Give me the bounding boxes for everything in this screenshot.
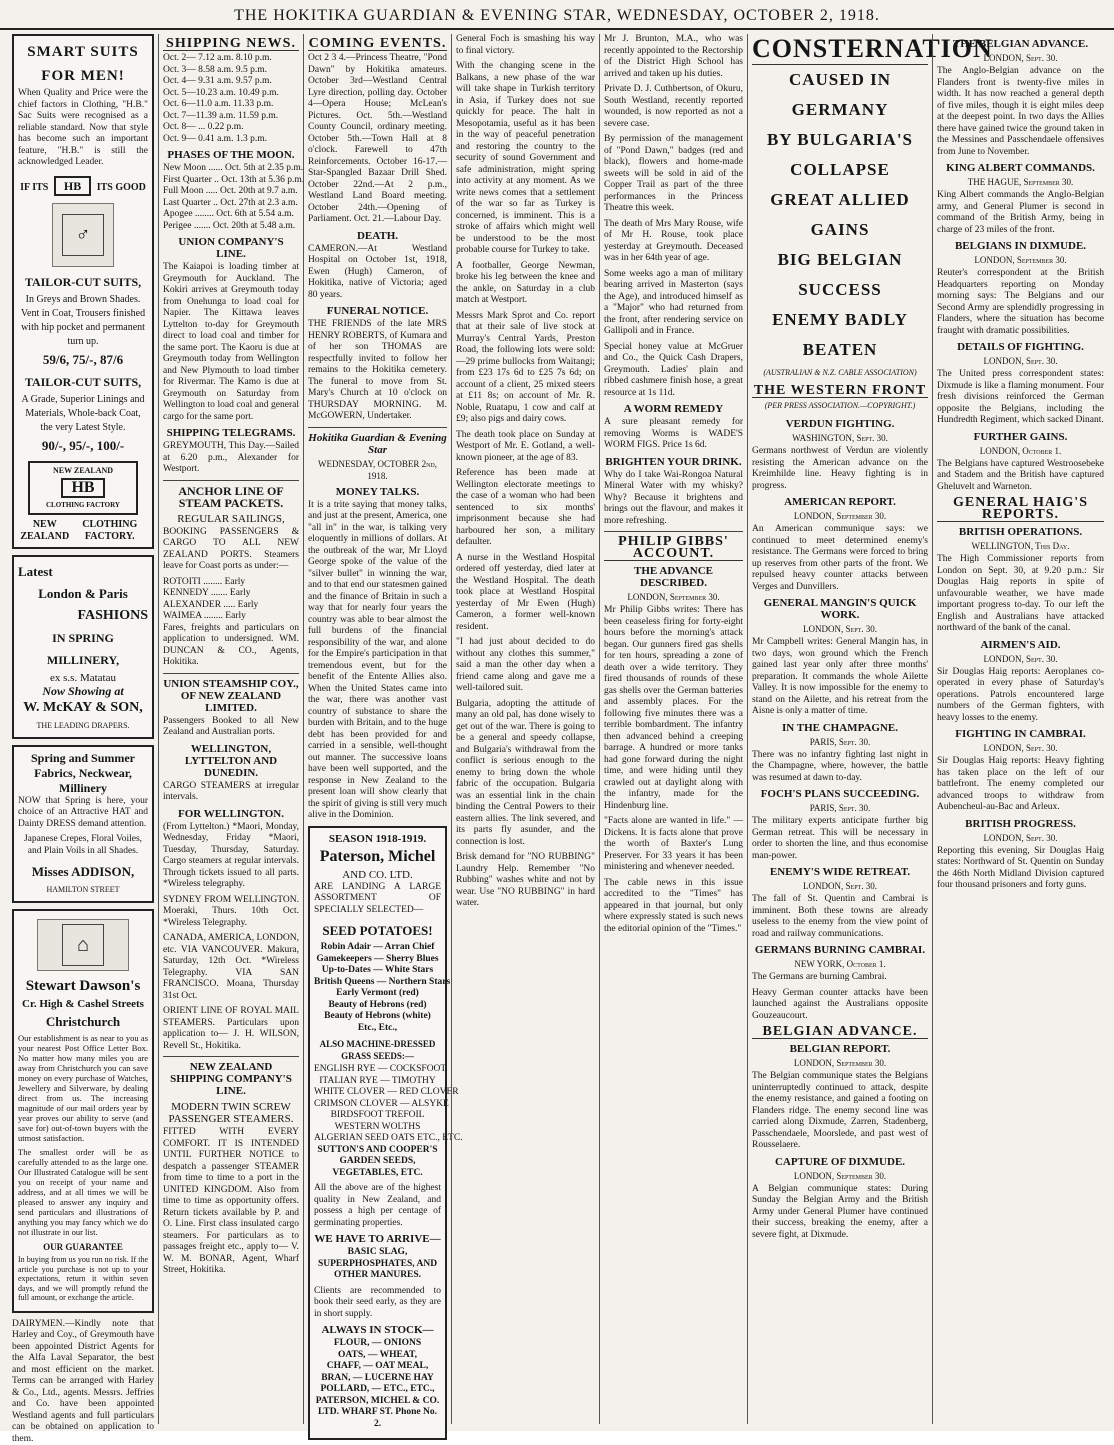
cable-credit: (AUSTRALIAN & N.Z. CABLE ASSOCIATION) <box>752 367 928 379</box>
military-major-brief: Some weeks ago a man of military bearing arrived in Masterton (says the Age), and introduced himself as a "Major" who had returned from the front, after rendering service on Gallipoli and in France. <box>604 269 743 338</box>
bel-adv-title: THE BELGIAN ADVANCE. <box>937 38 1104 50</box>
funeral-body: THE FRIENDS of the late MRS HENRY ROBERTS, of Kumara and of her son THOMAS are respectfully invited to follow her remains to the Hokitika cemetery. The funeral to move from St. Mary's Church at 10 o'clock on THURSDAY MORNING. M. McGOWERN, Undertaker. <box>308 319 447 423</box>
arrive-title: WE HAVE TO ARRIVE— <box>314 1233 441 1245</box>
column-2 <box>158 34 303 1424</box>
dawson-building-illustration <box>37 919 129 971</box>
usco-sub: Passengers Booked to all New Zealand and Australian ports. <box>163 716 299 739</box>
logo-footer <box>18 519 148 543</box>
column-5 <box>599 34 747 1424</box>
grass-item: WESTERN WOLTHS <box>314 1122 441 1134</box>
champagne-body: There was no infantry fighting last night in the Champagne, where, however, the battle was resumed at dawn to-day. <box>752 750 928 785</box>
hosiery-ad: Special honey value at McGruer and Co., the Quick Cash Drapers, Greymouth. Ladies' plain and ribbed cashmere finish hose, a great resource at 1s 11d. <box>604 342 743 400</box>
headline-consternation: CONSTERNATION <box>752 34 928 65</box>
anchor-list-item: ALEXANDER ..... Early <box>163 600 299 612</box>
logo-bottom: CLOTHING FACTORY <box>32 499 134 511</box>
footer-left: NEW ZEALAND <box>18 519 72 543</box>
foch-plans-dateline: PARIS, Sept. 30. <box>752 802 928 814</box>
stewart-dawson-ad <box>12 909 154 1313</box>
seed-item: Robin Adair — Arran Chief <box>314 942 441 954</box>
market-report: Messrs Mark Sprot and Co. report that at their sale of live stock at Murray's Central Yards, Preston Road, the following lots were sold:—29 prime bullocks from Waitangi; from £23 17s 6d to £25 7s 6d; on account of a client, 25 mixed steers at £11 8s; on account of Mr. R. Noble, Ruatapu, 1 cow and calf at £9; also pigs and dairy cows. <box>456 311 595 426</box>
further-title: FURTHER GAINS. <box>937 431 1104 443</box>
military-defaulter-brief: Reference has been made at Wellington electorate meetings to the case of a woman who had been sentenced to six months' imprisonment because she had harboured her son, a military defaulter. <box>456 468 595 549</box>
progress-body: Reporting this evening, Sir Douglas Haig states: Northward of St. Quentin on Sunday the 46th North Midland Division captured four thousand prisoners and forty guns. <box>937 846 1104 892</box>
anchor-sub: REGULAR SAILINGS, <box>163 513 299 525</box>
headline-enemy: ENEMY BADLY BEATEN <box>752 305 928 365</box>
divider <box>163 480 299 481</box>
column-4 <box>451 34 599 1424</box>
capture-body: A Belgian communique states: During Sunday the Belgian Army and the British Army under General Plumer have continued their success, breaking the enemy, after a severe fight, at Dixmude. <box>752 1184 928 1242</box>
cambrai-body: Sir Douglas Haig reports: Heavy fighting has taken place on the left of our battlefront. The enemy completed our advanced troops to withdraw from Aubencheul-au-Bac and Arleux. <box>937 756 1104 814</box>
anchor-body: BOOKING PASSENGERS & CARGO TO ALL NEW ZEALAND PORTS. Steamers leave for Coast ports as under:— <box>163 527 299 573</box>
anchor-list-item: ROTOITI ........ Early <box>163 577 299 589</box>
further-body: The Belgians have captured Westroosebeke and Stadem and the British have captured Gheluvelt and Warneton. <box>937 459 1104 494</box>
tide-row: Oct. 6—11.0 a.m. 11.33 p.m. <box>163 99 299 111</box>
king-body: King Albert commands the Anglo-Belgian army, and General Plumer is second in command of the British Army, being in charge of 23 miles of the front. <box>937 190 1104 236</box>
burning-body: The Germans are burning Cambrai. <box>752 972 928 984</box>
usco-for: FOR WELLINGTON. <box>163 808 299 820</box>
cambrai-dateline: LONDON, Sept. 30. <box>937 742 1104 754</box>
moon-title: PHASES OF THE MOON. <box>163 149 299 161</box>
headline-bulgaria: BY BULGARIA'S COLLAPSE <box>752 125 928 185</box>
paterson-body: ARE LANDING A LARGE ASSORTMENT OF SPECIALLY SELECTED— <box>314 882 441 917</box>
quality-note: All the above are of the highest quality in New Zealand, and possess a high per centage of germinating properties. <box>314 1183 441 1229</box>
dawson-guarantee: In buying from us you run no risk. If the article you purchase is not up to your expectations, return it within seven days, and we will promptly refund the full amount, or exchange the article. <box>18 1255 148 1303</box>
sydney-sailing: SYDNEY FROM WELLINGTON. Moeraki, Thurs. 10th Oct. *Wireless Telegraphy. <box>163 895 299 930</box>
gibbs-dateline: LONDON, September 30. <box>604 591 743 603</box>
paterson-title: Paterson, Michel <box>314 846 441 868</box>
nzsco-sub: MODERN TWIN SCREW PASSENGER STEAMERS. <box>163 1101 299 1125</box>
fabrics-body: NOW that Spring is here, your choice of an Attractive HAT and Dainty DRESS demand attention. <box>18 796 148 831</box>
moon-row: Apogee ........ Oct. 6th at 5.54 a.m. <box>163 209 299 221</box>
mangin-body: Mr Campbell writes: General Mangin has, in two days, won ground which the French gained last year only after three months' preparation. It commands the whole Ailette Valley. It is now impossible for the enemy to stand on the Ailette, and his retreat from the Aisne is only a matter of time. <box>752 637 928 718</box>
pond-dawn-brief: By permission of the management of "Pond Dawn," badges (red and black), flowers and home-made sweets will be sold in aid of the Copper Trail as part of the three performances in the Princess Theatre this week. <box>604 134 743 215</box>
capture-dateline: LONDON, September 30. <box>752 1170 928 1182</box>
belgian-report-title: BELGIAN REPORT. <box>752 1043 928 1055</box>
arrive-body: BASIC SLAG, SUPERPHOSPHATES, AND OTHER MANURES. <box>314 1247 441 1282</box>
tide-row: Oct. 9— 0.41 a.m. 1.3 p.m. <box>163 134 299 146</box>
airmen-body: Sir Douglas Haig reports: Aeroplanes co-operated in every phase of Saturday's operations. Patrols encountered large numbers of the German fighters, with heavy losses to the enemy. <box>937 667 1104 725</box>
hospital-brief: A nurse in the Westland Hospital ordered off yesterday, died later at the Westland Hospital. The death took place at Westland Hospital yesterday of Mr Ewen (Hugh) Cameron, a former well-known resident. <box>456 553 595 634</box>
tide-row: Oct. 8— ... 0.22 p.m. <box>163 122 299 134</box>
divider <box>308 427 447 428</box>
tide-row: Oct. 2— 7.12 a.m. 8.10 p.m. <box>163 53 299 65</box>
divider <box>163 673 299 674</box>
stock-item: POLLARD, — ETC., ETC., <box>314 1384 441 1396</box>
paterson-ad <box>308 826 447 1441</box>
progress-dateline: LONDON, Sept. 30. <box>937 832 1104 844</box>
telegrams-body: GREYMOUTH, This Day.—Sailed at 6.20 p.m., Alexander for Westport. <box>163 441 299 476</box>
coming-events-title: COMING EVENTS. <box>308 38 447 51</box>
death-body: CAMERON.—At Westland Hospital on October 1st, 1918, Ewen (Hugh) Cameron, of Hokitika, native of Victoria; aged 80 years. <box>308 244 447 302</box>
brunton-brief: Mr J. Brunton, M.A., who was recently appointed to the Rectorship of the District High School has arrived and taken up his duties. <box>604 34 743 80</box>
champagne-title: IN THE CHAMPAGNE. <box>752 722 928 734</box>
millinery-l6: Now Showing at <box>18 685 148 697</box>
belgian-dateline: LONDON, September 30. <box>752 1057 928 1069</box>
column-3 <box>303 34 451 1424</box>
millinery-l8: THE LEADING DRAPERS. <box>18 719 148 733</box>
tailor-cut-title-1: TAILOR-CUT SUITS, <box>18 271 148 293</box>
haig-reports-title: GENERAL HAIG'S REPORTS. <box>937 497 1104 522</box>
dixmude-title: BELGIANS IN DIXMUDE. <box>937 240 1104 252</box>
seed-item: Beauty of Hebrons (white) <box>314 1011 441 1023</box>
grass-item: ITALIAN RYE — TIMOTHY <box>314 1076 441 1088</box>
paper-date: WEDNESDAY, OCTOBER 2nd, 1918. <box>308 458 447 482</box>
addison-street: HAMILTON STREET <box>18 883 148 897</box>
grass-item: ENGLISH RYE — COCKSFOOT <box>314 1064 441 1076</box>
capture-title: CAPTURE OF DIXMUDE. <box>752 1156 928 1168</box>
tide-row: Oct. 5—10.23 a.m. 10.49 p.m. <box>163 88 299 100</box>
baxter-ad: "Facts alone are wanted in life." —Dickens. It is facts alone that prove the worth of Baxter's Lung Preserver. For 33 years it has been ministering and whenever needed. <box>604 816 743 874</box>
fabrics-title: Spring and Summer Fabrics, Neckwear, Millinery <box>18 751 148 796</box>
usco-cargo: CARGO STEAMERS at irregular intervals. <box>163 781 299 804</box>
seed-item: British Queens — Northern Stars <box>314 977 441 989</box>
tide-row: Oct. 7—11.39 a.m. 11.59 p.m. <box>163 111 299 123</box>
american-dateline: LONDON, September 30. <box>752 510 928 522</box>
smart-suits-ad <box>12 34 154 549</box>
stock-title: ALWAYS IN STOCK— <box>314 1324 441 1336</box>
hb-badge-mid: HB <box>54 176 91 196</box>
counter-attack-body: Heavy German counter attacks have been launched against the Australians opposite Gouzeaucourt. <box>752 988 928 1023</box>
millinery-l5: ex s.s. Matatau <box>18 671 148 685</box>
millinery-ad <box>12 555 154 739</box>
anchor-list-item: KENNEDY ....... Early <box>163 588 299 600</box>
moon-row: New Moon ...... Oct. 5th at 2.35 p.m. <box>163 163 299 175</box>
brighten-title: BRIGHTEN YOUR DRINK. <box>604 456 743 468</box>
masthead: THE HOKITIKA GUARDIAN & EVENING STAR, WEDNESDAY, OCTOBER 2, 1918. <box>0 4 1114 30</box>
death-title: DEATH. <box>308 230 447 242</box>
dixmude-body: Reuter's correspondent at the British Headquarters reporting on Monday morning says: The Belgians and our Second Army are splendidly progressing in Flanders, where the situation has become fraught with dramatic possibilities. <box>937 268 1104 337</box>
worm-title: A WORM REMEDY <box>604 403 743 415</box>
death-brief: The death took place on Sunday at Westport of Mr. E. Gotland, a well-known pioneer, at the age of 83. <box>456 430 595 465</box>
nz-clothing-logo <box>28 461 138 515</box>
further-dateline: LONDON, October 1. <box>937 445 1104 457</box>
gibbs-body: Mr Philip Gibbs writes: There has been ceaseless firing for forty-eight hours before the morning's attack began. Our gunners fired gas shells for ten hours, spreading a zone of death over a wide territory. They fired thousands of rounds of these gas shells over the German batteries and assembly places. For the following five minutes there was a terrible bombardment. The infantry then advanced behind a creeping barrage. A hundred or more tanks had gone forward during the night time, and were hiding until they crawled out at daylight along with the infantry, made for the Hindenburg line. <box>604 605 743 812</box>
verdun-body: Germans northwest of Verdun are violently resisting the American advance on the Kreimhilde line. Heavy fighting is in progress. <box>752 446 928 492</box>
seed-item: Up-to-Dates — White Stars <box>314 965 441 977</box>
grass-item: WHITE CLOVER — RED CLOVER <box>314 1087 441 1099</box>
money-talks-body: It is a trite saying that money talks, and just at the present, America, one "all in" in the war, is talking very eloquently in millions of dollars. At the outbreak of the war, Mr Lloyd George spoke of the value of the "silver bullet" in winning the war, and to that end our statesmen gained and the finance of Britain in such a way that for nearly four years the country was able to bear almost the full burdens of the financial responsibility of the war, and alone for the Empire's participation in that tremendous event, but for the benefit of the Entente Allies also. When the United States came into the war, there was another vast country of substance to share the burden with Britain, and to the huge debt has been provided for and carried in a sensible, well-thought out manner. The successive loans have been well supported, and the response in New Zealand to the present loan will show clearly that the spirit of giving is still very much alive in the Dominion. <box>308 500 447 822</box>
retreat-body: The fall of St. Quentin and Cambrai is imminent. Both these towns are already useless to the enemy from the view point of road and railway communications. <box>752 894 928 940</box>
orient-line: ORIENT LINE OF ROYAL MAIL STEAMERS. Particulars upon application to— J. H. WILSON, Revell St., Hokitika. <box>163 1006 299 1052</box>
tide-row: Oct. 4— 9.31 a.m. 9.57 p.m. <box>163 76 299 88</box>
usco-body: (From Lyttelton.) *Maori, Monday, Wednesday, Friday *Maori, Tuesday, Thursday, Saturday. Cargo steamers at regular intervals. Through tickets issued to all parts. *Wireless telegraphy. <box>163 822 299 891</box>
usco-route: WELLINGTON, LYTTELTON AND DUNEDIN. <box>163 743 299 779</box>
rouse-death-brief: The death of Mrs Mary Rouse, wife of Mr H. Rouse, took place yesterday at Greymouth. Deceased was in her 64th year of age. <box>604 219 743 265</box>
tailor-cut-body-1: In Greys and Brown Shades. Vent in Coat, Trousers finished with hip pocket and permanent turn up. <box>18 293 148 349</box>
fabrics-ad <box>12 745 154 904</box>
hb-badge-right: ITS GOOD <box>97 182 146 193</box>
seed-item: Gamekeepers — Sherry Blues <box>314 954 441 966</box>
retreat-title: ENEMY'S WIDE RETREAT. <box>752 866 928 878</box>
anchor-list-item: WAIMEA ........ Early <box>163 611 299 623</box>
details-title: DETAILS OF FIGHTING. <box>937 341 1104 353</box>
fabrics-body2: Japanese Crepes, Floral Voiles, and Plain Voils in all Shades. <box>18 834 148 857</box>
burning-title: GERMANS BURNING CAMBRAI. <box>752 944 928 956</box>
seed-potatoes-title: SEED POTATOES! <box>314 920 441 942</box>
ops-body: The High Commissioner reports from London on Sept. 30, at 9.20 p.m.: Sir Douglas Haig reports in spite of unfavourable weather, we have made important progress to-day. To our left the English and Australians have attacked northward of the bank of the canal. <box>937 554 1104 635</box>
dawson-city: Christchurch <box>18 1011 148 1033</box>
logo-top: NEW ZEALAND <box>32 465 134 477</box>
dixmude-dateline: LONDON, September 30. <box>937 254 1104 266</box>
union-body: The Kaiapoi is loading timber at Greymouth for Auckland. The Kokiri arrives at Greymouth today from Onehunga to load coal for Napier. The Kittawa leaves Lyttelton to-day for Greymouth direct to load coal and timber for the same port. The Kaoru is due at Greymouth today from Wellington and New Plymouth to load timber for Rivermar. The Kamo is due at Greymouth on Saturday from Wellington to load coal and general cargo for the same port. <box>163 262 299 423</box>
smart-suits-title: SMART SUITS FOR MEN! <box>18 40 148 88</box>
funeral-title: FUNERAL NOTICE. <box>308 305 447 317</box>
stock-item: CHAFF, — OAT MEAL, <box>314 1361 441 1373</box>
details-dateline: LONDON, Sept. 30. <box>937 355 1104 367</box>
millinery-l3: FASHIONS <box>18 605 148 627</box>
millinery-l4: IN SPRING MILLINERY, <box>18 627 148 671</box>
king-dateline: THE HAGUE, September 30. <box>937 176 1104 188</box>
smart-suits-body: When Quality and Price were the chief factors in Clothing, "H.B." Sac Suits were recognised as a reliable standard. Now that style has become such an important feature, "H.B." is still the acknowledged Leader. <box>18 88 148 169</box>
seed-item: Beauty of Hebrons (red) <box>314 1000 441 1012</box>
headline-allied-gains: GREAT ALLIED GAINS <box>752 185 928 245</box>
coming-events-body: Oct 2 3 4.—Princess Theatre, "Pond Dawn" by Hokitika amateurs. October 3rd—Westland Central Lyre direction, polling day. October 4—Opera House; McLean's Pictures. Oct. 5th.—Westland County Council, ordinary meeting. October 5th.—Town Hall at 8 o'clock. Farewell to 47th Reinforcements. October 16-17.—Star-Spangled Bazaar Drill Shed. October 22nd.—At 2 p.m., Westland Land Board meeting. October 24th.—Opening of Parliament. Oct. 21.—Labour Day. <box>308 53 447 226</box>
verdun-title: VERDUN FIGHTING. <box>752 418 928 430</box>
grass-title: ALSO MACHINE-DRESSED GRASS SEEDS:— <box>314 1038 441 1062</box>
column-1 <box>8 34 158 1424</box>
moon-row: Full Moon ..... Oct. 20th at 9.7 a.m. <box>163 186 299 198</box>
paper-title: Hokitika Guardian & Evening Star <box>308 432 447 456</box>
canada-sailing: CANADA, AMERICA, LONDON, etc. VIA VANCOUVER. Makura, Saturday, 12th Oct. *Wireless Telegraphy. VIA SAN FRANCISCO. Moana, Thursday 31st Oct. <box>163 933 299 1002</box>
union-title: UNION COMPANY'S LINE. <box>163 236 299 260</box>
logo-mid: HB <box>61 478 104 498</box>
gibbs-sub: THE ADVANCE DESCRIBED. <box>604 565 743 589</box>
dawson-title: Stewart Dawson's <box>18 975 148 997</box>
champagne-dateline: PARIS, Sept. 30. <box>752 736 928 748</box>
millinery-l1: Latest <box>18 561 148 583</box>
war-commentary: With the changing scene in the Balkans, a new phase of the war will take shape in Turkish territory in Asia, if Turkey does not sue quickly for peace. The halt in Mesopotamia, useful as it has been in the way of peaceful penetration and restoring the country to the security of sound Government and safe administration, might spring into activity at any moment. As we write news comes that a settlement of the war so far as Turkey is concerned, is imminent. This is a stroke of affairs which might well be understood to be the most probable course for Turkey to take. <box>456 61 595 257</box>
foch-plans-body: The military experts anticipate further big German retreat. This will be necessary in order to shorten the line, and thus economise man-power. <box>752 816 928 862</box>
airmen-title: AIRMEN'S AID. <box>937 639 1104 651</box>
building-icon: ⌂ <box>62 924 104 966</box>
bel-adv-dateline: LONDON, Sept. 30. <box>937 52 1104 64</box>
grass-item: ALGERIAN SEED OATS ETC., ETC. <box>314 1133 441 1145</box>
tailor-cut-title-2: TAILOR-CUT SUITS, <box>18 371 148 393</box>
shipping-news-title: SHIPPING NEWS. <box>163 38 299 51</box>
footer-right: CLOTHING FACTORY. <box>72 519 148 543</box>
nzsco-title: NEW ZEALAND SHIPPING COMPANY'S LINE. <box>163 1061 299 1097</box>
season-title: SEASON 1918-1919. <box>314 832 441 846</box>
moon-row: First Quarter .. Oct. 13th at 5.36 p.m. <box>163 175 299 187</box>
stock-item: FLOUR, — ONIONS <box>314 1338 441 1350</box>
western-front-credit: (PER PRESS ASSOCIATION.—COPYRIGHT.) <box>752 400 928 412</box>
tide-row: Oct. 3— 8.58 a.m. 9.5 p.m. <box>163 65 299 77</box>
dairymen-notice: DAIRYMEN.—Kindly note that Harley and Coy., of Greymouth have been appointed District Agents for the Alfa Laval Separator, the best and most efficient on the market. Terms can be arranged with Harley & Co., Ltd., agents. Messrs. Jeffries and Co. have been appointed Westland agents and full particulars can be obtained on application to them. <box>12 1319 154 1445</box>
tailor-cut-price-2: 90/-, 95/-, 100/- <box>18 435 148 457</box>
dawson-body2: The smallest order will be as carefully attended to as the large one. Our Illustrated Catalogue will be sent you on receipt of your name and address, and at all times we will be pleased to answer any inquiry and send particulars and illustrations of anything you may fancy which we do not illustrate in our list. <box>18 1147 148 1237</box>
western-front-title: THE WESTERN FRONT <box>752 385 928 398</box>
mangin-title: GENERAL MANGIN'S QUICK WORK. <box>752 597 928 621</box>
dawson-sub: Cr. High & Cashel Streets <box>18 997 148 1011</box>
paterson-sub: AND CO. LTD. <box>314 868 441 882</box>
dawson-body: Our establishment is as near to you as your nearest Post Office Letter Box. No matter how many miles you are away from Christchurch you can save money on every purchase of Watches, Jewellery and Silverware, by dealing direct from us. The increasing magnitude of our mail orders year by year proves our ability to serve (and save for) out-of-town buyers with the utmost satisfaction. <box>18 1033 148 1143</box>
moon-row: Perigee ....... Oct. 20th at 5.48 a.m. <box>163 221 299 233</box>
telegrams-title: SHIPPING TELEGRAMS. <box>163 427 299 439</box>
column-7 <box>932 34 1108 1424</box>
anchor-title: ANCHOR LINE OF STEAM PACKETS. <box>163 485 299 509</box>
headline-caused: CAUSED IN GERMANY <box>752 65 928 125</box>
usco-title: UNION STEAMSHIP COY., OF NEW ZEALAND LIMITED. <box>163 678 299 714</box>
cambrai-title: FIGHTING IN CAMBRAI. <box>937 728 1104 740</box>
ops-dateline: WELLINGTON, This Day. <box>937 540 1104 552</box>
clients-note: Clients are recommended to book their seed early, as they are in short supply. <box>314 1286 441 1321</box>
cable-note: The cable news in this issue accredited to the "Times" has appeared in that journal, but only where expressly stated is such news the editorial opinion of the "Times." <box>604 878 743 936</box>
burning-dateline: NEW YORK, October 1. <box>752 958 928 970</box>
anchor-foot: Fares, freights and particulars on application to undersigned. WM. DUNCAN & CO., Agents, Hokitika. <box>163 623 299 669</box>
stock-item: OATS, — WHEAT, <box>314 1350 441 1362</box>
football-brief: A footballer, George Newman, broke his leg between the knee and the ankle, on Saturday in a club match at Westport. <box>456 261 595 307</box>
foch-plans-title: FOCH'S PLANS SUCCEEDING. <box>752 788 928 800</box>
bulgaria-commentary: Bulgaria, adopting the attitude of many an old pal, has done wisely to get out of the war. There is going to be a general and speedy collapse, and Bulgaria's withdrawal from the conflict is serious enough to the enemy to bring down the whole fabric of the occupation. Bulgaria was an essential link in the chain binding the Central Powers to their eastern allies. The link severed, and its parts fly asunder, and the connection is lost. <box>456 699 595 849</box>
details-body: The United press correspondent states: Dixmude is like a flaming monument. Four fresh divisions reinforced the German opposite the Belgians, including the Hundredth Regiment, which sacked Dinant. <box>937 369 1104 427</box>
seed-item: Early Vermont (red) <box>314 988 441 1000</box>
hb-badge-left: IF ITS <box>20 182 48 193</box>
gibbs-title: PHILIP GIBBS' ACCOUNT. <box>604 536 743 561</box>
retreat-dateline: LONDON, Sept. 30. <box>752 880 928 892</box>
no-rubbing-ad: Brisk demand for "NO RUBBING" Laundry Help. Remember "No Rubbing" washes white and not by wear. Use "NO RUBBING" in hard water. <box>456 852 595 910</box>
verdun-dateline: WASHINGTON, Sept. 30. <box>752 432 928 444</box>
man-figure-icon: ♂ <box>62 214 104 256</box>
divider <box>163 1056 299 1057</box>
sutton-seeds: SUTTON'S AND COOPER'S GARDEN SEEDS, VEGETABLES, ETC. <box>314 1145 441 1180</box>
millinery-l7: W. McKAY & SON, <box>18 697 148 719</box>
foch-brief: General Foch is smashing his way to final victory. <box>456 34 595 57</box>
king-title: KING ALBERT COMMANDS. <box>937 162 1104 174</box>
clothes-anecdote: "I had just about decided to do without any clothes this summer," said a man the other day when a friend came along and gave me a well-tailored suit. <box>456 637 595 695</box>
paterson-footer: PATERSON, MICHEL & CO. LTD. WHARF ST. Phone No. 2. <box>314 1396 441 1431</box>
belgian-body: The Belgian communique states the Belgians uninterruptedly continued to attack, despite the enemy resistance, and gained a footing on Flanders ridge. The enemy second line was carried along Dixmude, Zarren, Stadenberg, Passchendaele, Moorslede, and past west of Rousselaere. <box>752 1071 928 1152</box>
tailor-cut-price-1: 59/6, 75/-, 87/6 <box>18 349 148 371</box>
private-brief: Private D. J. Cuthbertson, of Okuru, South Westland, recently reported wounded, is now reported as not a severe case. <box>604 84 743 130</box>
tailor-cut-body-2: A Grade, Superior Linings and Materials, Whole-back Coat, the very Latest Style. <box>18 393 148 435</box>
column-6 <box>747 34 932 1424</box>
addison-shop: Misses ADDISON, <box>18 861 148 883</box>
suit-figure-illustration <box>52 203 114 267</box>
nzsco-body: FITTED WITH EVERY COMFORT. IT IS INTENDED UNTIL FURTHER NOTICE to despatch a passenger STEAMER from time to time to a port in the UNITED KINGDOM. Also from time to time as opportunity offers. Return tickets available by P. and O. Line. First class insulated cargo steamers. For particulars as to passages freight etc., apply to— V. W. M. BONAR, Agent, Wharf Street, Hokitika. <box>163 1127 299 1277</box>
seed-item: Etc., Etc., <box>314 1023 441 1035</box>
belgian-advance-title: BELGIAN ADVANCE. <box>752 1026 928 1039</box>
progress-title: BRITISH PROGRESS. <box>937 818 1104 830</box>
bel-adv-body: The Anglo-Belgian advance on the Flanders front is twenty-five miles in width. It has now reached a general depth of five miles, though it is eight miles deep at the deepest point. In two days the Allies there have gained twice the ground taken in the Messines and Passchendaele offensives from June to November. <box>937 66 1104 158</box>
dawson-guarantee-title: OUR GUARANTEE <box>18 1241 148 1253</box>
mangin-dateline: LONDON, Sept. 30. <box>752 623 928 635</box>
money-talks-title: MONEY TALKS. <box>308 486 447 498</box>
brighten-ad: Why do I take Wai-Rongoa Natural Mineral Water with my whisky? Why? Because it brightens and brings out the flavour, and makes it more refreshing. <box>604 470 743 528</box>
american-body: An American communique says: we continued to meet determined enemy's resistance. The Germans were forced to bring up reserves from other parts of the front. We repulsed heavy counter attacks between Verges and Dunvillers. <box>752 524 928 593</box>
worm-ad: A sure pleasant remedy for removing Worms is WADE'S WORM FIGS. Price 1s 6d. <box>604 417 743 452</box>
airmen-dateline: LONDON, Sept. 30. <box>937 653 1104 665</box>
american-title: AMERICAN REPORT. <box>752 496 928 508</box>
stock-item: BRAN, — LUCERNE HAY <box>314 1373 441 1385</box>
hb-badge <box>18 173 148 199</box>
grass-item: BIRDSFOOT TREFOIL <box>314 1110 441 1122</box>
ops-title: BRITISH OPERATIONS. <box>937 526 1104 538</box>
headline-belgian: BIG BELGIAN SUCCESS <box>752 245 928 305</box>
divider <box>604 531 743 532</box>
moon-row: Last Quarter .. Oct. 27th at 2.3 a.m. <box>163 198 299 210</box>
millinery-l2: London & Paris <box>18 583 148 605</box>
grass-item: CRIMSON CLOVER — ALSYKE <box>314 1099 441 1111</box>
